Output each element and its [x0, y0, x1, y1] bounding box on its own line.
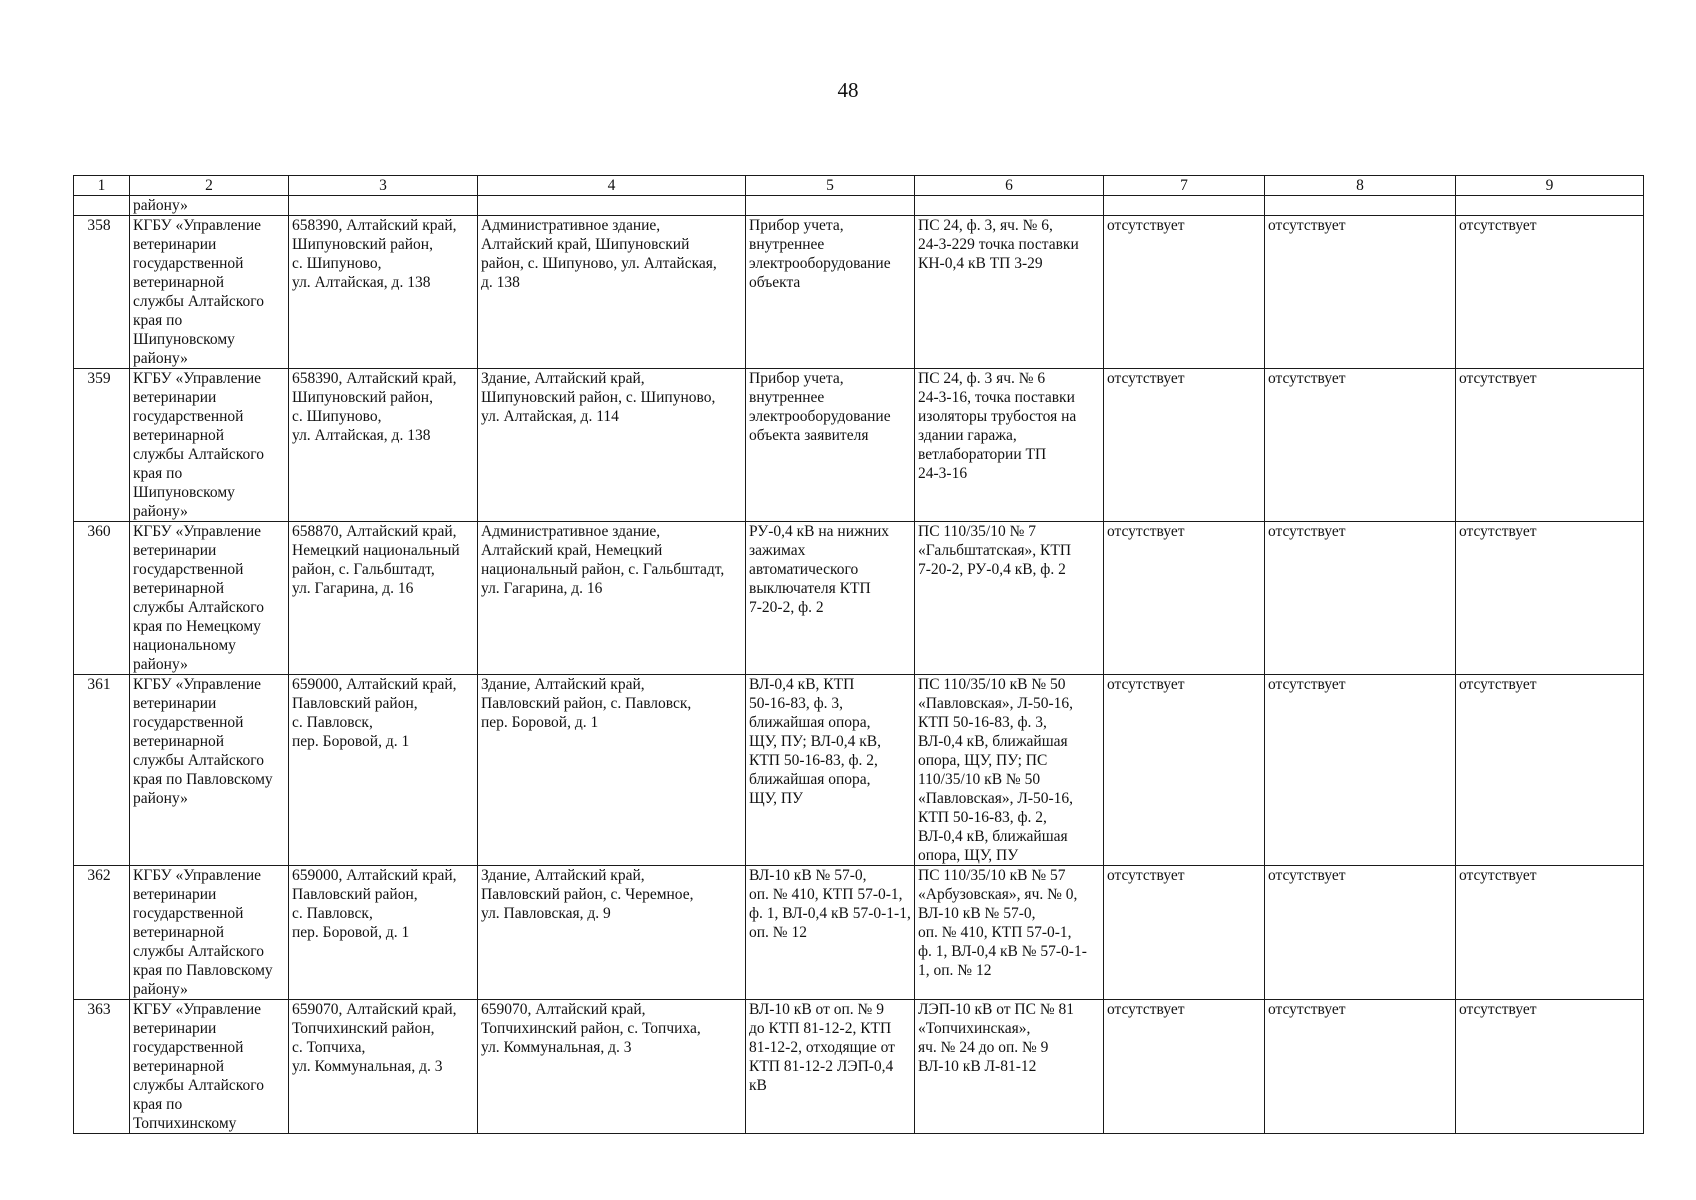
row-number — [74, 675, 130, 866]
address-cell-text: 659000, Алтайский край, Павловский район, с. Павловск, пер. Боровой, д. 1 — [292, 867, 457, 941]
column-9-cell — [1456, 369, 1644, 522]
column-7-cell — [1104, 216, 1265, 369]
column-8-cell-text: отсутствует — [1268, 676, 1346, 693]
column-8-cell — [1265, 522, 1456, 675]
connection-device-cell — [746, 1000, 915, 1134]
column-7-cell — [1104, 522, 1265, 675]
supply-point-cell — [915, 1000, 1104, 1134]
column-number: 8 — [1265, 176, 1456, 196]
column-number-row — [74, 176, 1644, 196]
organization-cell — [130, 1000, 289, 1134]
row-number — [74, 216, 130, 369]
column-7-cell-text: отсутствует — [1107, 867, 1185, 884]
row-number-text: 359 — [87, 370, 111, 387]
address-cell — [289, 216, 478, 369]
address-cell-text: 658390, Алтайский край, Шипуновский район, с. Шипуново, ул. Алтайская, д. 138 — [292, 370, 457, 444]
column-number: 6 — [915, 176, 1104, 196]
column-9-cell — [1456, 675, 1644, 866]
supply-point-cell — [915, 216, 1104, 369]
organization-cell — [130, 522, 289, 675]
column-7-cell-text: отсутствует — [1107, 1001, 1185, 1018]
supply-point-cell-text: ПС 24, ф. 3 яч. № 6 24-3-16, точка поставки изоляторы трубостоя на здании гаража, ветлаборатории ТП 24-3-16 — [918, 370, 1077, 482]
row-number-text: 360 — [87, 523, 111, 540]
column-number: 3 — [289, 176, 478, 196]
column-9-cell-text: отсутствует — [1459, 1001, 1537, 1018]
address-cell — [289, 1000, 478, 1134]
column-number: 1 — [74, 176, 130, 196]
connection-device-cell — [746, 522, 915, 675]
column-9-cell-text: отсутствует — [1459, 867, 1537, 884]
connection-device-cell — [746, 675, 915, 866]
organization-cell — [130, 369, 289, 522]
table-row — [74, 866, 1644, 1000]
object-cell-text: Административное здание, Алтайский край, Шипуновский район, с. Шипуново, ул. Алтайская, д. 138 — [481, 217, 717, 291]
connection-device-cell-text: Прибор учета, внутреннее электрооборудование объекта заявителя — [749, 370, 891, 444]
table-row — [74, 1000, 1644, 1134]
organization-cell-text: КГБУ «Управление ветеринарии государственной ветеринарной службы Алтайского края по Павловскому району» — [133, 867, 273, 998]
column-9-cell — [1456, 522, 1644, 675]
continuation-text: району» — [130, 196, 289, 216]
supply-point-cell-text: ПС 110/35/10 кВ № 57 «Арбузовская», яч. № 0, ВЛ-10 кВ № 57-0, оп. № 410, КТП 57-0-1, ф. 1, ВЛ-0,4 кВ № 57-0-1- 1, оп. № 12 — [918, 867, 1087, 979]
supply-point-cell — [915, 522, 1104, 675]
column-7-cell — [1104, 1000, 1265, 1134]
row-number-text: 363 — [87, 1001, 111, 1018]
column-9-cell — [1456, 866, 1644, 1000]
object-cell — [478, 369, 746, 522]
supply-point-cell — [915, 369, 1104, 522]
supply-point-cell-text: ПС 110/35/10 № 7 «Гальбштатская», КТП 7-20-2, РУ-0,4 кВ, ф. 2 — [918, 523, 1072, 578]
continuation-row — [74, 196, 1644, 216]
column-8-cell-text: отсутствует — [1268, 217, 1346, 234]
column-7-cell-text: отсутствует — [1107, 523, 1185, 540]
organization-cell — [130, 866, 289, 1000]
column-9-cell — [1456, 216, 1644, 369]
object-cell — [478, 216, 746, 369]
row-number — [74, 369, 130, 522]
column-8-cell — [1265, 866, 1456, 1000]
row-number-text: 358 — [87, 217, 111, 234]
table-row — [74, 369, 1644, 522]
column-9-cell-text: отсутствует — [1459, 676, 1537, 693]
address-cell-text: 659070, Алтайский край, Топчихинский район, с. Топчиха, ул. Коммунальная, д. 3 — [292, 1001, 457, 1075]
table-row — [74, 522, 1644, 675]
address-cell — [289, 675, 478, 866]
table-row — [74, 675, 1644, 866]
address-cell — [289, 369, 478, 522]
organization-cell — [130, 675, 289, 866]
object-cell — [478, 522, 746, 675]
column-7-cell-text: отсутствует — [1107, 676, 1185, 693]
column-9-cell — [1456, 1000, 1644, 1134]
address-cell-text: 659000, Алтайский край, Павловский район, с. Павловск, пер. Боровой, д. 1 — [292, 676, 457, 750]
column-9-cell-text: отсутствует — [1459, 370, 1537, 387]
supply-point-cell — [915, 675, 1104, 866]
connection-device-cell-text: РУ-0,4 кВ на нижних зажимах автоматического выключателя КТП 7-20-2, ф. 2 — [749, 523, 890, 616]
organization-cell-text: КГБУ «Управление ветеринарии государственной ветеринарной службы Алтайского края по Шипуновскому району» — [133, 217, 265, 367]
connection-device-cell-text: ВЛ-10 кВ № 57-0, оп. № 410, КТП 57-0-1, ф. 1, ВЛ-0,4 кВ 57-0-1-1, оп. № 12 — [749, 867, 911, 941]
organization-cell-text: КГБУ «Управление ветеринарии государственной ветеринарной службы Алтайского края по Шипуновскому району» — [133, 370, 265, 520]
object-cell — [478, 1000, 746, 1134]
column-8-cell-text: отсутствует — [1268, 523, 1346, 540]
column-8-cell — [1265, 216, 1456, 369]
row-number — [74, 522, 130, 675]
connection-device-cell-text: ВЛ-10 кВ от оп. № 9 до КТП 81-12-2, КТП 81-12-2, отходящие от КТП 81-12-2 ЛЭП-0,4 кВ — [749, 1001, 895, 1094]
column-7-cell — [1104, 675, 1265, 866]
organization-cell-text: КГБУ «Управление ветеринарии государственной ветеринарной службы Алтайского края по Павловскому району» — [133, 676, 273, 807]
object-cell-text: Здание, Алтайский край, Павловский район, с. Черемное, ул. Павловская, д. 9 — [481, 867, 694, 922]
column-7-cell — [1104, 369, 1265, 522]
column-number: 2 — [130, 176, 289, 196]
object-cell-text: 659070, Алтайский край, Топчихинский район, с. Топчиха, ул. Коммунальная, д. 3 — [481, 1001, 701, 1056]
column-number: 4 — [478, 176, 746, 196]
address-cell-text: 658870, Алтайский край, Немецкий национальный район, с. Гальбштадт, ул. Гагарина, д. 16 — [292, 523, 460, 597]
column-8-cell-text: отсутствует — [1268, 867, 1346, 884]
object-cell-text: Здание, Алтайский край, Павловский район, с. Павловск, пер. Боровой, д. 1 — [481, 676, 692, 731]
supply-point-cell — [915, 866, 1104, 1000]
column-7-cell-text: отсутствует — [1107, 217, 1185, 234]
column-number: 9 — [1456, 176, 1644, 196]
connection-device-cell-text: ВЛ-0,4 кВ, КТП 50-16-83, ф. 3, ближайшая опора, ЩУ, ПУ; ВЛ-0,4 кВ, КТП 50-16-83, ф. 2, ближайшая опора, ЩУ, ПУ — [749, 676, 882, 807]
supply-point-cell-text: ПС 110/35/10 кВ № 50 «Павловская», Л-50-16, КТП 50-16-83, ф. 3, ВЛ-0,4 кВ, ближайшая опора, ЩУ, ПУ; ПС 110/35/10 кВ № 50 «Павловская», Л-50-16, КТП 50-16-83, ф. 2, ВЛ-0,4 кВ, ближайшая опора, ЩУ, ПУ — [918, 676, 1074, 864]
organization-cell-text: КГБУ «Управление ветеринарии государственной ветеринарной службы Алтайского края по Топчихинскому — [133, 1001, 265, 1132]
column-7-cell — [1104, 866, 1265, 1000]
object-cell — [478, 866, 746, 1000]
table-row — [74, 216, 1644, 369]
column-8-cell-text: отсутствует — [1268, 1001, 1346, 1018]
address-cell — [289, 866, 478, 1000]
column-9-cell-text: отсутствует — [1459, 523, 1537, 540]
column-number: 5 — [746, 176, 915, 196]
column-8-cell — [1265, 675, 1456, 866]
page-number: 48 — [837, 78, 859, 102]
organization-cell — [130, 216, 289, 369]
column-number: 7 — [1104, 176, 1265, 196]
column-8-cell-text: отсутствует — [1268, 370, 1346, 387]
connection-device-cell — [746, 216, 915, 369]
column-8-cell — [1265, 1000, 1456, 1134]
document-table — [73, 175, 1644, 1134]
object-cell-text: Здание, Алтайский край, Шипуновский район, с. Шипуново, ул. Алтайская, д. 114 — [481, 370, 716, 425]
supply-point-cell-text: ПС 24, ф. 3, яч. № 6, 24-3-229 точка поставки КН-0,4 кВ ТП 3-29 — [918, 217, 1079, 272]
address-cell-text: 658390, Алтайский край, Шипуновский район, с. Шипуново, ул. Алтайская, д. 138 — [292, 217, 457, 291]
object-cell — [478, 675, 746, 866]
object-cell-text: Административное здание, Алтайский край, Немецкий национальный район, с. Гальбштадт, ул. Гагарина, д. 16 — [481, 523, 725, 597]
row-number — [74, 1000, 130, 1134]
row-number-text: 361 — [87, 676, 111, 693]
column-9-cell-text: отсутствует — [1459, 217, 1537, 234]
connection-device-cell-text: Прибор учета, внутреннее электрооборудование объекта — [749, 217, 891, 291]
address-cell — [289, 522, 478, 675]
supply-point-cell-text: ЛЭП-10 кВ от ПС № 81 «Топчихинская», яч. № 24 до оп. № 9 ВЛ-10 кВ Л-81-12 — [918, 1001, 1074, 1075]
connection-device-cell — [746, 369, 915, 522]
organization-cell-text: КГБУ «Управление ветеринарии государственной ветеринарной службы Алтайского края по Немецкому национальному району» — [133, 523, 265, 673]
column-8-cell — [1265, 369, 1456, 522]
row-number-text: 362 — [87, 867, 111, 884]
row-number — [74, 866, 130, 1000]
column-7-cell-text: отсутствует — [1107, 370, 1185, 387]
connection-device-cell — [746, 866, 915, 1000]
